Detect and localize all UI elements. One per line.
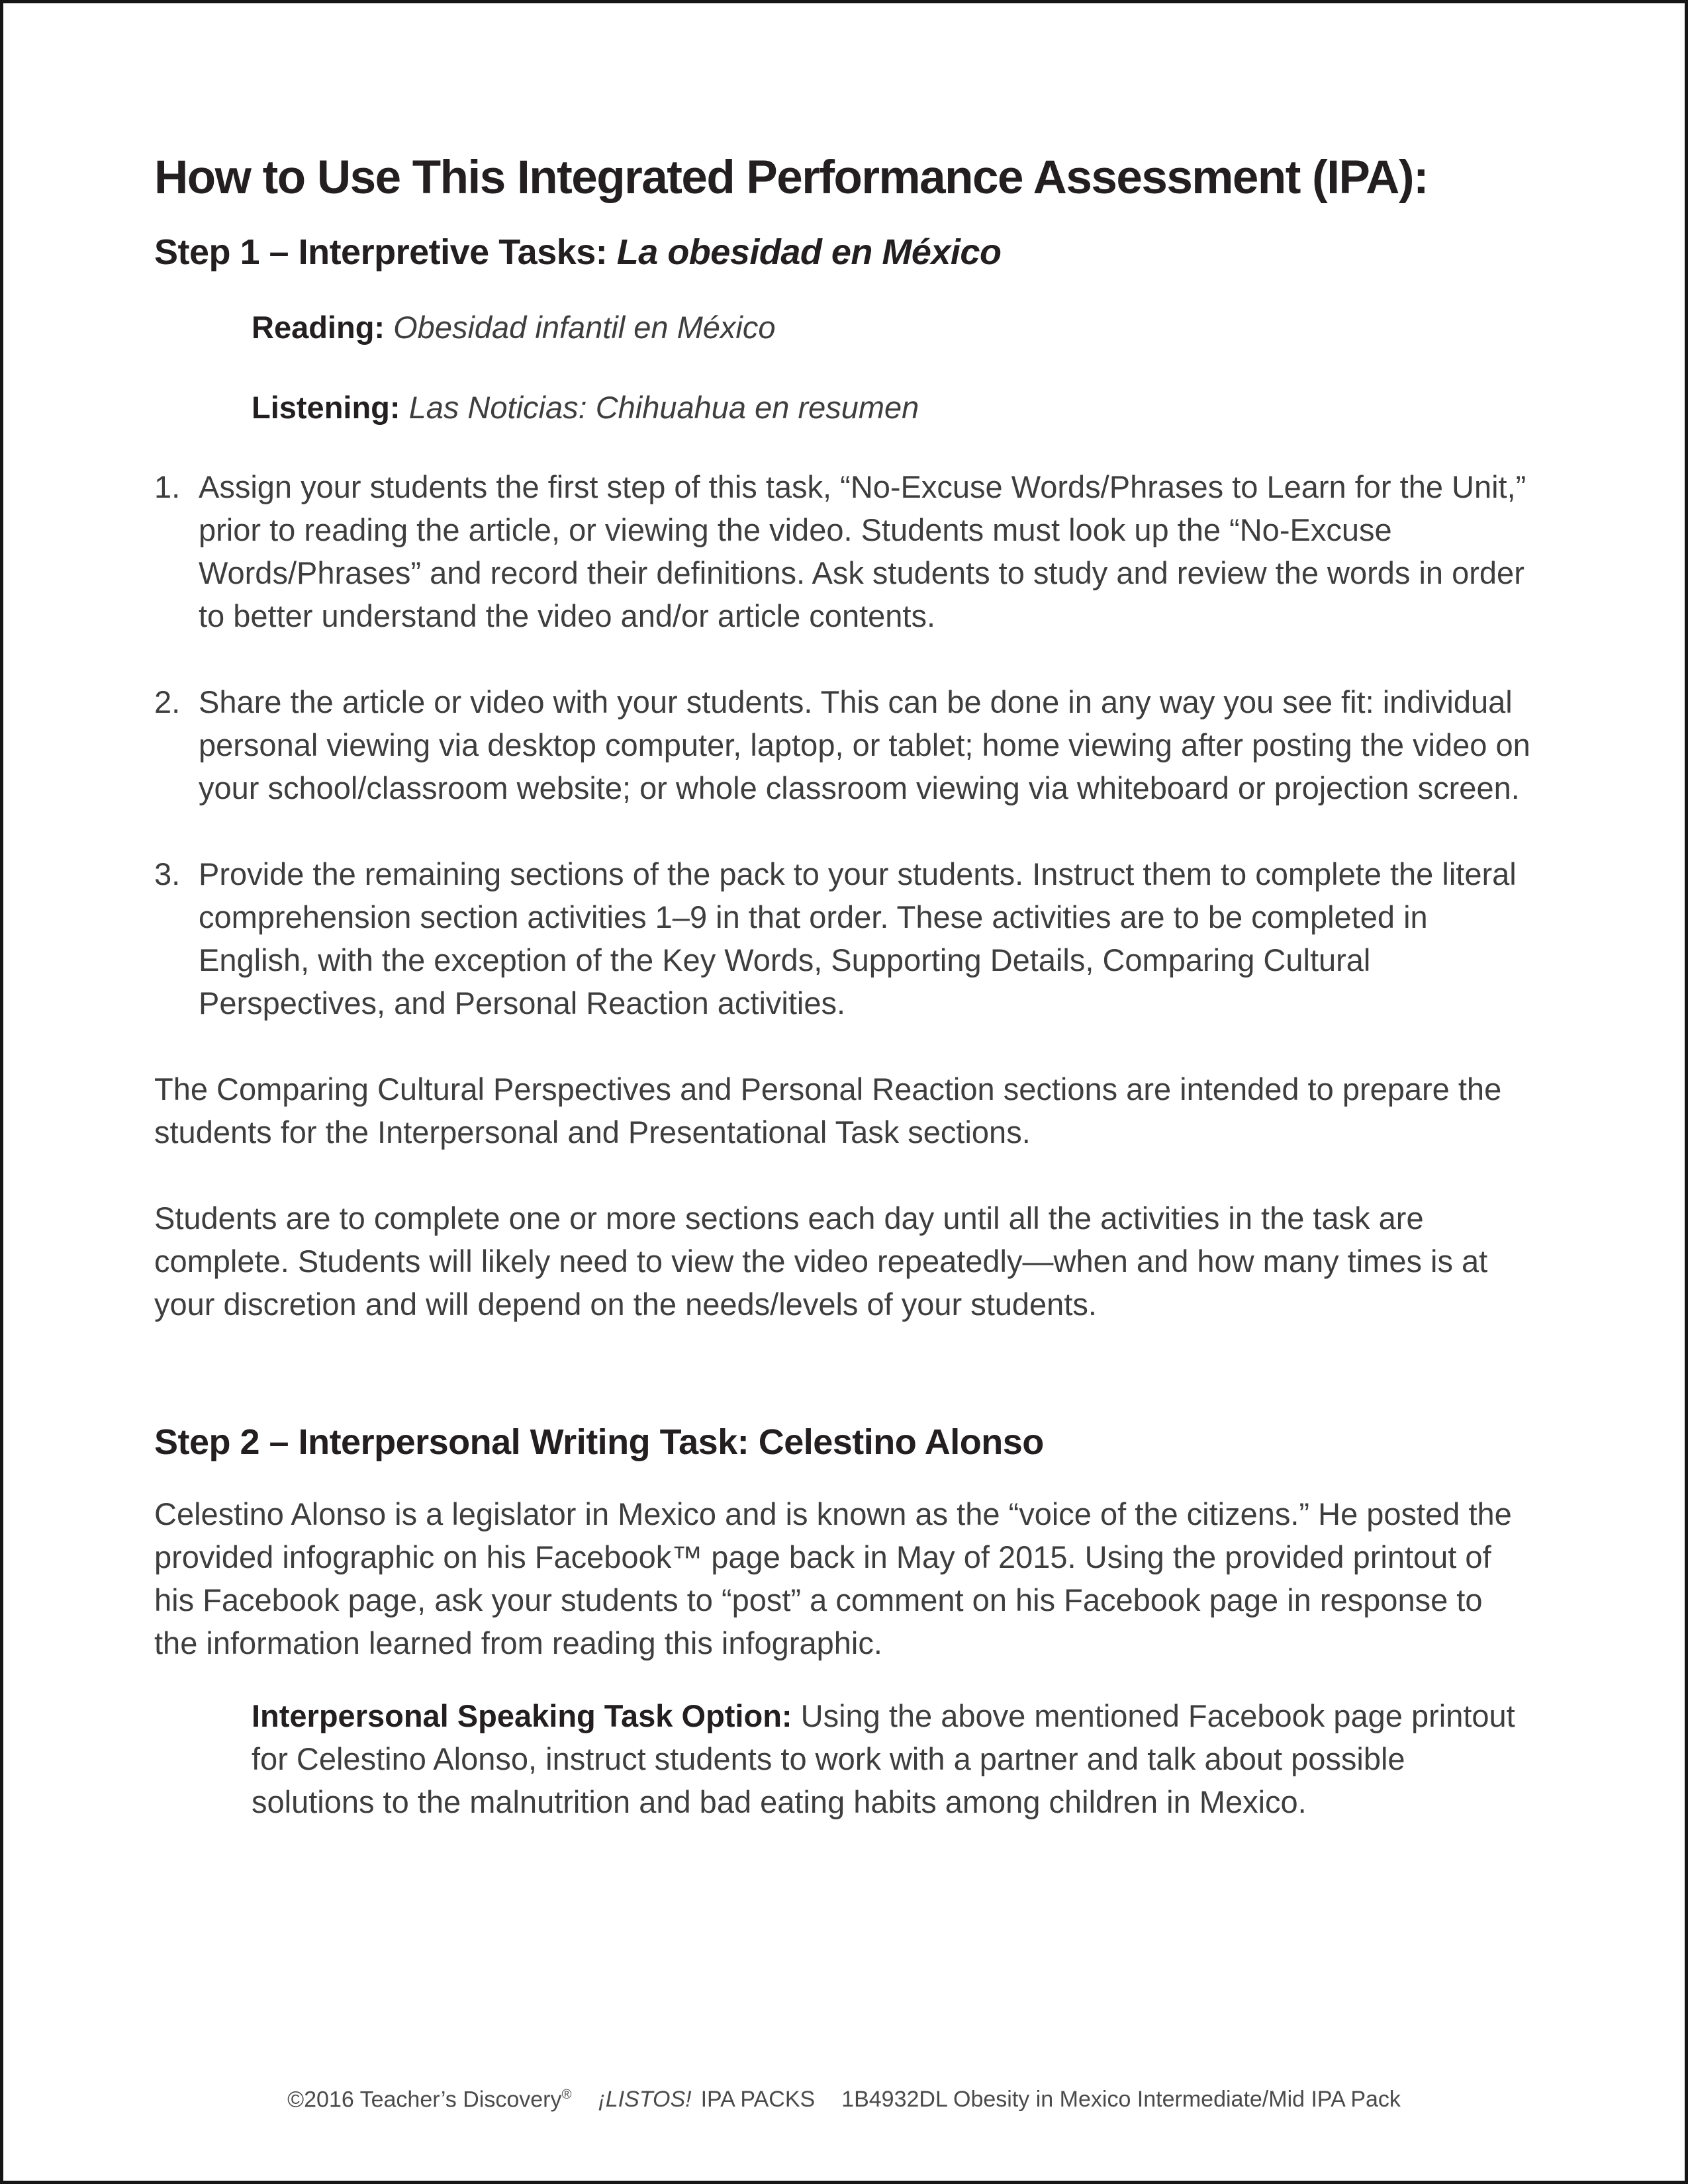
speaking-task-option-text: Using the above mentioned Facebook page printout for Celestino Alonso, instruct students to work with a partner and talk about possible solutions to the malnutrition and bad eating habits among children in Mexico. xyxy=(252,1698,1515,1819)
instruction-list xyxy=(154,465,1531,1024)
footer-brand: ¡LISTOS! xyxy=(598,2087,692,2113)
listening-value: Las Noticias: Chihuahua en resumen xyxy=(408,390,919,425)
list-item xyxy=(154,465,1531,637)
speaking-task-option xyxy=(252,1694,1531,1823)
step1-heading xyxy=(154,232,1531,273)
list-item-text: Assign your students the first step of this task, “No-Excuse Words/Phrases to Learn for the Unit,” prior to reading the article, or viewing the video. Students must look up the “No-Excuse Words/Phrases” and record their definitions. Ask students to study and review the words in order to better understand the video and/or article contents. xyxy=(199,469,1526,633)
page-content xyxy=(154,154,1531,1823)
page-footer xyxy=(3,2081,1685,2113)
step1-heading-prefix: Step 1 – Interpretive Tasks: xyxy=(154,232,617,272)
list-item-number: 3. xyxy=(154,856,181,891)
step2-heading: Step 2 – Interpersonal Writing Task: Celestino Alonso xyxy=(154,1422,1044,1462)
reading-line xyxy=(252,306,1531,349)
listening-line xyxy=(252,386,1531,429)
list-item-text: Provide the remaining sections of the pack to your students. Instruct them to complete the literal comprehension section activities 1–9 in that order. These activities are to be completed in English, with the exception of the Key Words, Supporting Details, Comparing Cultural Perspectives, and Personal Reaction activities. xyxy=(199,856,1517,1021)
step2-paragraph: Celestino Alonso is a legislator in Mexico and is known as the “voice of the citizens.” He posted the provided infographic on his Facebook™ page back in May of 2015. Using the provided printout of his Facebook page, ask your students to “post” a comment on his Facebook page in response to the information learned from reading this infographic. xyxy=(154,1496,1512,1661)
step1-paragraph-pacing: Students are to complete one or more sections each day until all the activities in the task are complete. Students will likely need to view the video repeatedly—when and how many times is at your discretion and will depend on the needs/levels of your students. xyxy=(154,1201,1488,1322)
list-item-number: 2. xyxy=(154,684,181,719)
footer-copyright: ©2016 Teacher’s Discovery xyxy=(287,2087,562,2113)
footer-item-code: 1B4932DL Obesity in Mexico Intermediate/Mid IPA Pack xyxy=(841,2087,1401,2113)
page-title: How to Use This Integrated Performance Assessment (IPA): xyxy=(154,152,1429,204)
list-item xyxy=(154,852,1531,1024)
listening-label: Listening: xyxy=(252,390,409,425)
reading-value: Obesidad infantil en México xyxy=(393,310,776,345)
speaking-task-option-label: Interpersonal Speaking Task Option: xyxy=(252,1698,801,1733)
list-item-text: Share the article or video with your students. This can be done in any way you see fit: individual personal viewing via desktop computer, laptop, or tablet; home viewing after posting the video on your school/classroom website; or whole classroom viewing via whiteboard or projection screen. xyxy=(199,684,1530,805)
reading-label: Reading: xyxy=(252,310,394,345)
step1-paragraph-perspectives: The Comparing Cultural Perspectives and Personal Reaction sections are intended to prepare the students for the Interpersonal and Presentational Task sections. xyxy=(154,1071,1502,1150)
registered-trademark-symbol: ® xyxy=(561,2087,572,2102)
footer-product-line: IPA PACKS xyxy=(700,2087,816,2113)
step1-heading-topic: La obesidad en México xyxy=(616,232,1002,272)
list-item-number: 1. xyxy=(154,469,181,504)
list-item xyxy=(154,680,1531,809)
